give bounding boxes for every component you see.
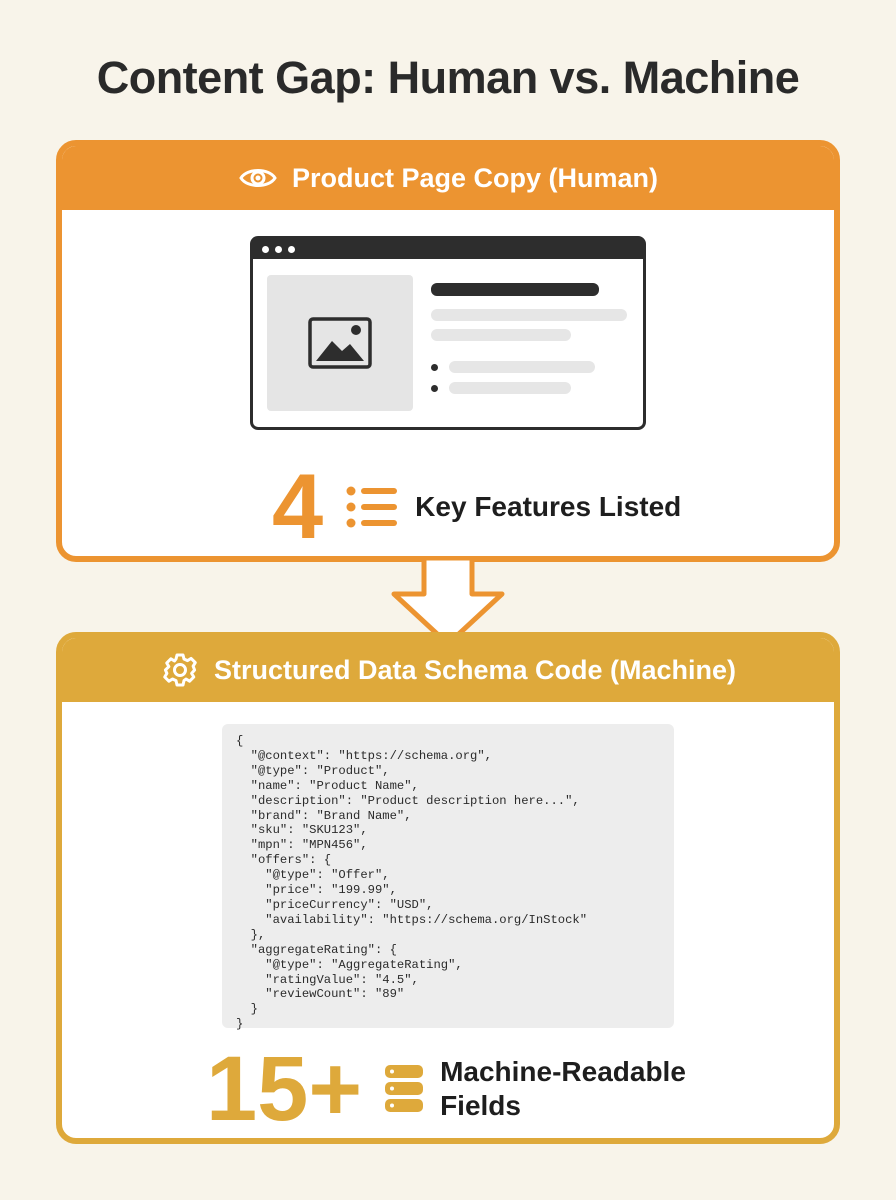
human-stat — [272, 456, 705, 558]
eye-icon — [238, 158, 278, 198]
machine-fields-label: Machine-Readable Fields — [440, 1056, 686, 1121]
text-line-placeholder — [431, 309, 627, 321]
image-placeholder — [267, 275, 413, 411]
gear-icon — [160, 650, 200, 690]
page-title: Content Gap: Human vs. Machine — [96, 52, 800, 103]
machine-stat — [206, 1038, 730, 1140]
list-icon — [345, 485, 399, 529]
window-dot — [275, 246, 282, 253]
machine-fields-count: 15+ — [206, 1038, 363, 1140]
key-features-count: 4 — [272, 456, 324, 558]
image-icon — [308, 317, 372, 369]
machine-panel — [56, 632, 840, 1144]
human-panel-title: Product Page Copy (Human) — [291, 162, 659, 193]
title-line-placeholder — [431, 283, 599, 296]
window-dot — [288, 246, 295, 253]
product-page-mockup — [250, 236, 646, 430]
human-panel-header — [62, 146, 834, 210]
human-panel — [56, 140, 840, 562]
bullet-dot — [431, 385, 438, 392]
bullet-dot — [431, 364, 438, 371]
key-features-label: Key Features Listed — [415, 491, 682, 522]
machine-panel-title: Structured Data Schema Code (Machine) — [213, 654, 737, 685]
browser-title-bar — [253, 239, 643, 259]
schema-code-block — [222, 724, 674, 1032]
bullet-line-placeholder — [449, 382, 571, 394]
window-dot — [262, 246, 269, 253]
schema-code-text: { "@context": "https://schema.org", "@type": "Product", "name": "Product Name", "description": "Product description here...", "brand": "Brand Name", "sku": "SKU123", "mpn": "MPN456", "offers": { "@type": "Offer", "price": "199.99", "priceCurrency": "USD", "availability": "https://schema.org/InStock" }, "aggregateRating": { "@type": "AggregateRating", "ratingValue": "4.5", "reviewCount": "89" } } — [236, 734, 588, 1032]
database-icon — [384, 1063, 424, 1115]
machine-panel-header — [62, 638, 834, 702]
bullet-line-placeholder — [449, 361, 595, 373]
text-line-placeholder — [431, 329, 571, 341]
